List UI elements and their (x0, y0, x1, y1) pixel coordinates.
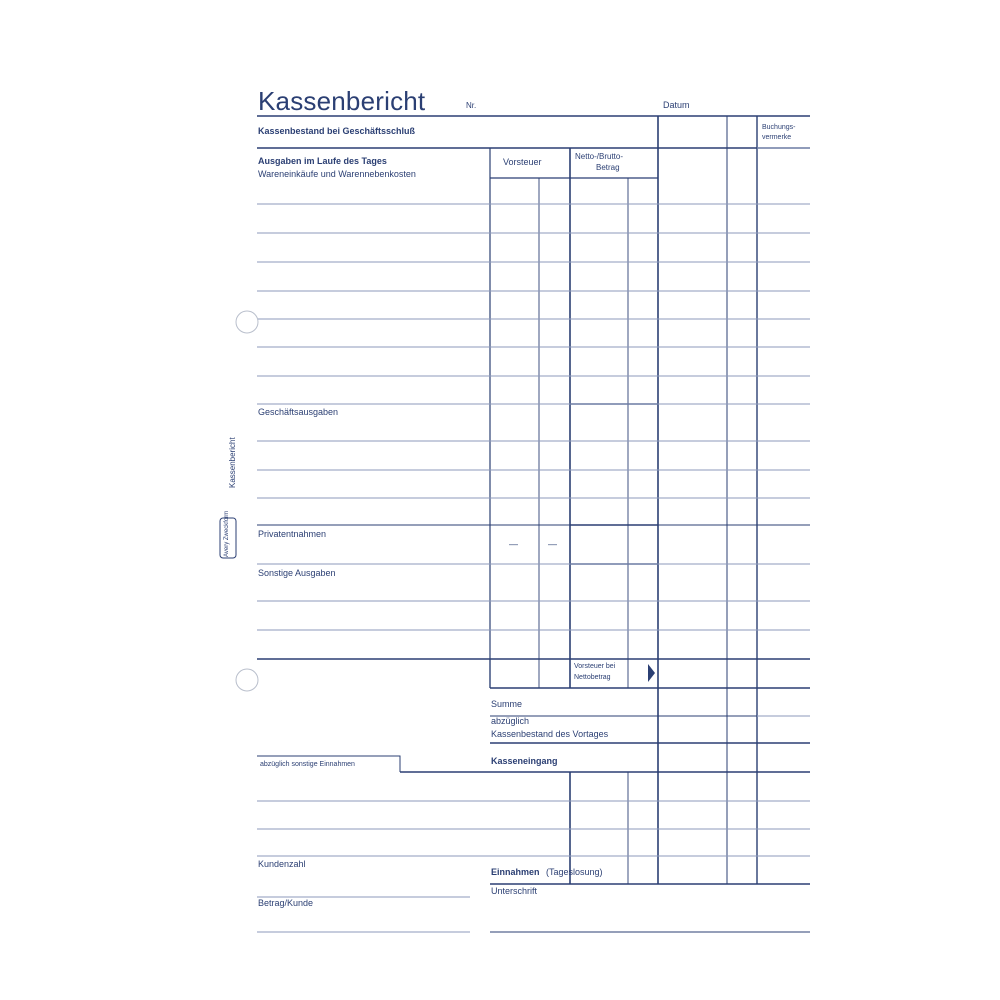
vorsteuer-column-header: Vorsteuer (503, 157, 542, 167)
sonstige-ausgaben-label: Sonstige Ausgaben (258, 568, 336, 578)
summe-label: Summe (491, 699, 523, 709)
punch-holes (236, 311, 258, 691)
abzueglich-sonstige-label: abzüglich sonstige Einnahmen (260, 761, 355, 768)
betrag-kunde-label: Betrag/Kunde (258, 898, 314, 908)
geschaeftsausgaben-label: Geschäftsausgaben (258, 407, 339, 417)
abzueglich-label: abzüglich (491, 716, 530, 726)
privat-vorsteuer-dash-1: — (509, 539, 518, 549)
brand-logo-text: Avery Zweckform (224, 510, 230, 557)
privatentnahmen-label: Privatentnahmen (258, 529, 327, 539)
kassenbestand-label: Kassenbestand bei Geschäftsschluß (258, 126, 416, 136)
buchung-label-1: Buchungs- (762, 124, 796, 131)
unterschrift-label: Unterschrift (491, 886, 538, 896)
wareneinkaeufe-label: Wareneinkäufe und Warennebenkosten (258, 169, 416, 179)
buchung-label-2: vermerke (762, 134, 792, 141)
kasseneingang-label: Kasseneingang (491, 756, 558, 766)
privat-vorsteuer-dash-2: — (548, 539, 557, 549)
vorsteuer-netto-label-1: Vorsteuer bei (574, 663, 616, 670)
einnahmen-label: Einnahmen (491, 867, 540, 877)
nr-label: Nr. (466, 101, 477, 110)
side-title: Kassenbericht (228, 437, 237, 488)
page-title: Kassenbericht (258, 86, 426, 116)
datum-label: Datum (663, 100, 690, 110)
kundenzahl-label: Kundenzahl (258, 859, 306, 869)
netto-brutto-header-2: Betrag (596, 163, 620, 172)
vorsteuer-netto-label-2: Nettobetrag (574, 674, 611, 681)
tageslosung-label: (Tageslosung) (546, 867, 603, 877)
kassenbestand-vortag-label: Kassenbestand des Vortages (491, 729, 609, 739)
ausgaben-label: Ausgaben im Laufe des Tages (258, 156, 387, 166)
netto-brutto-header-1: Netto-/Brutto- (575, 152, 624, 161)
